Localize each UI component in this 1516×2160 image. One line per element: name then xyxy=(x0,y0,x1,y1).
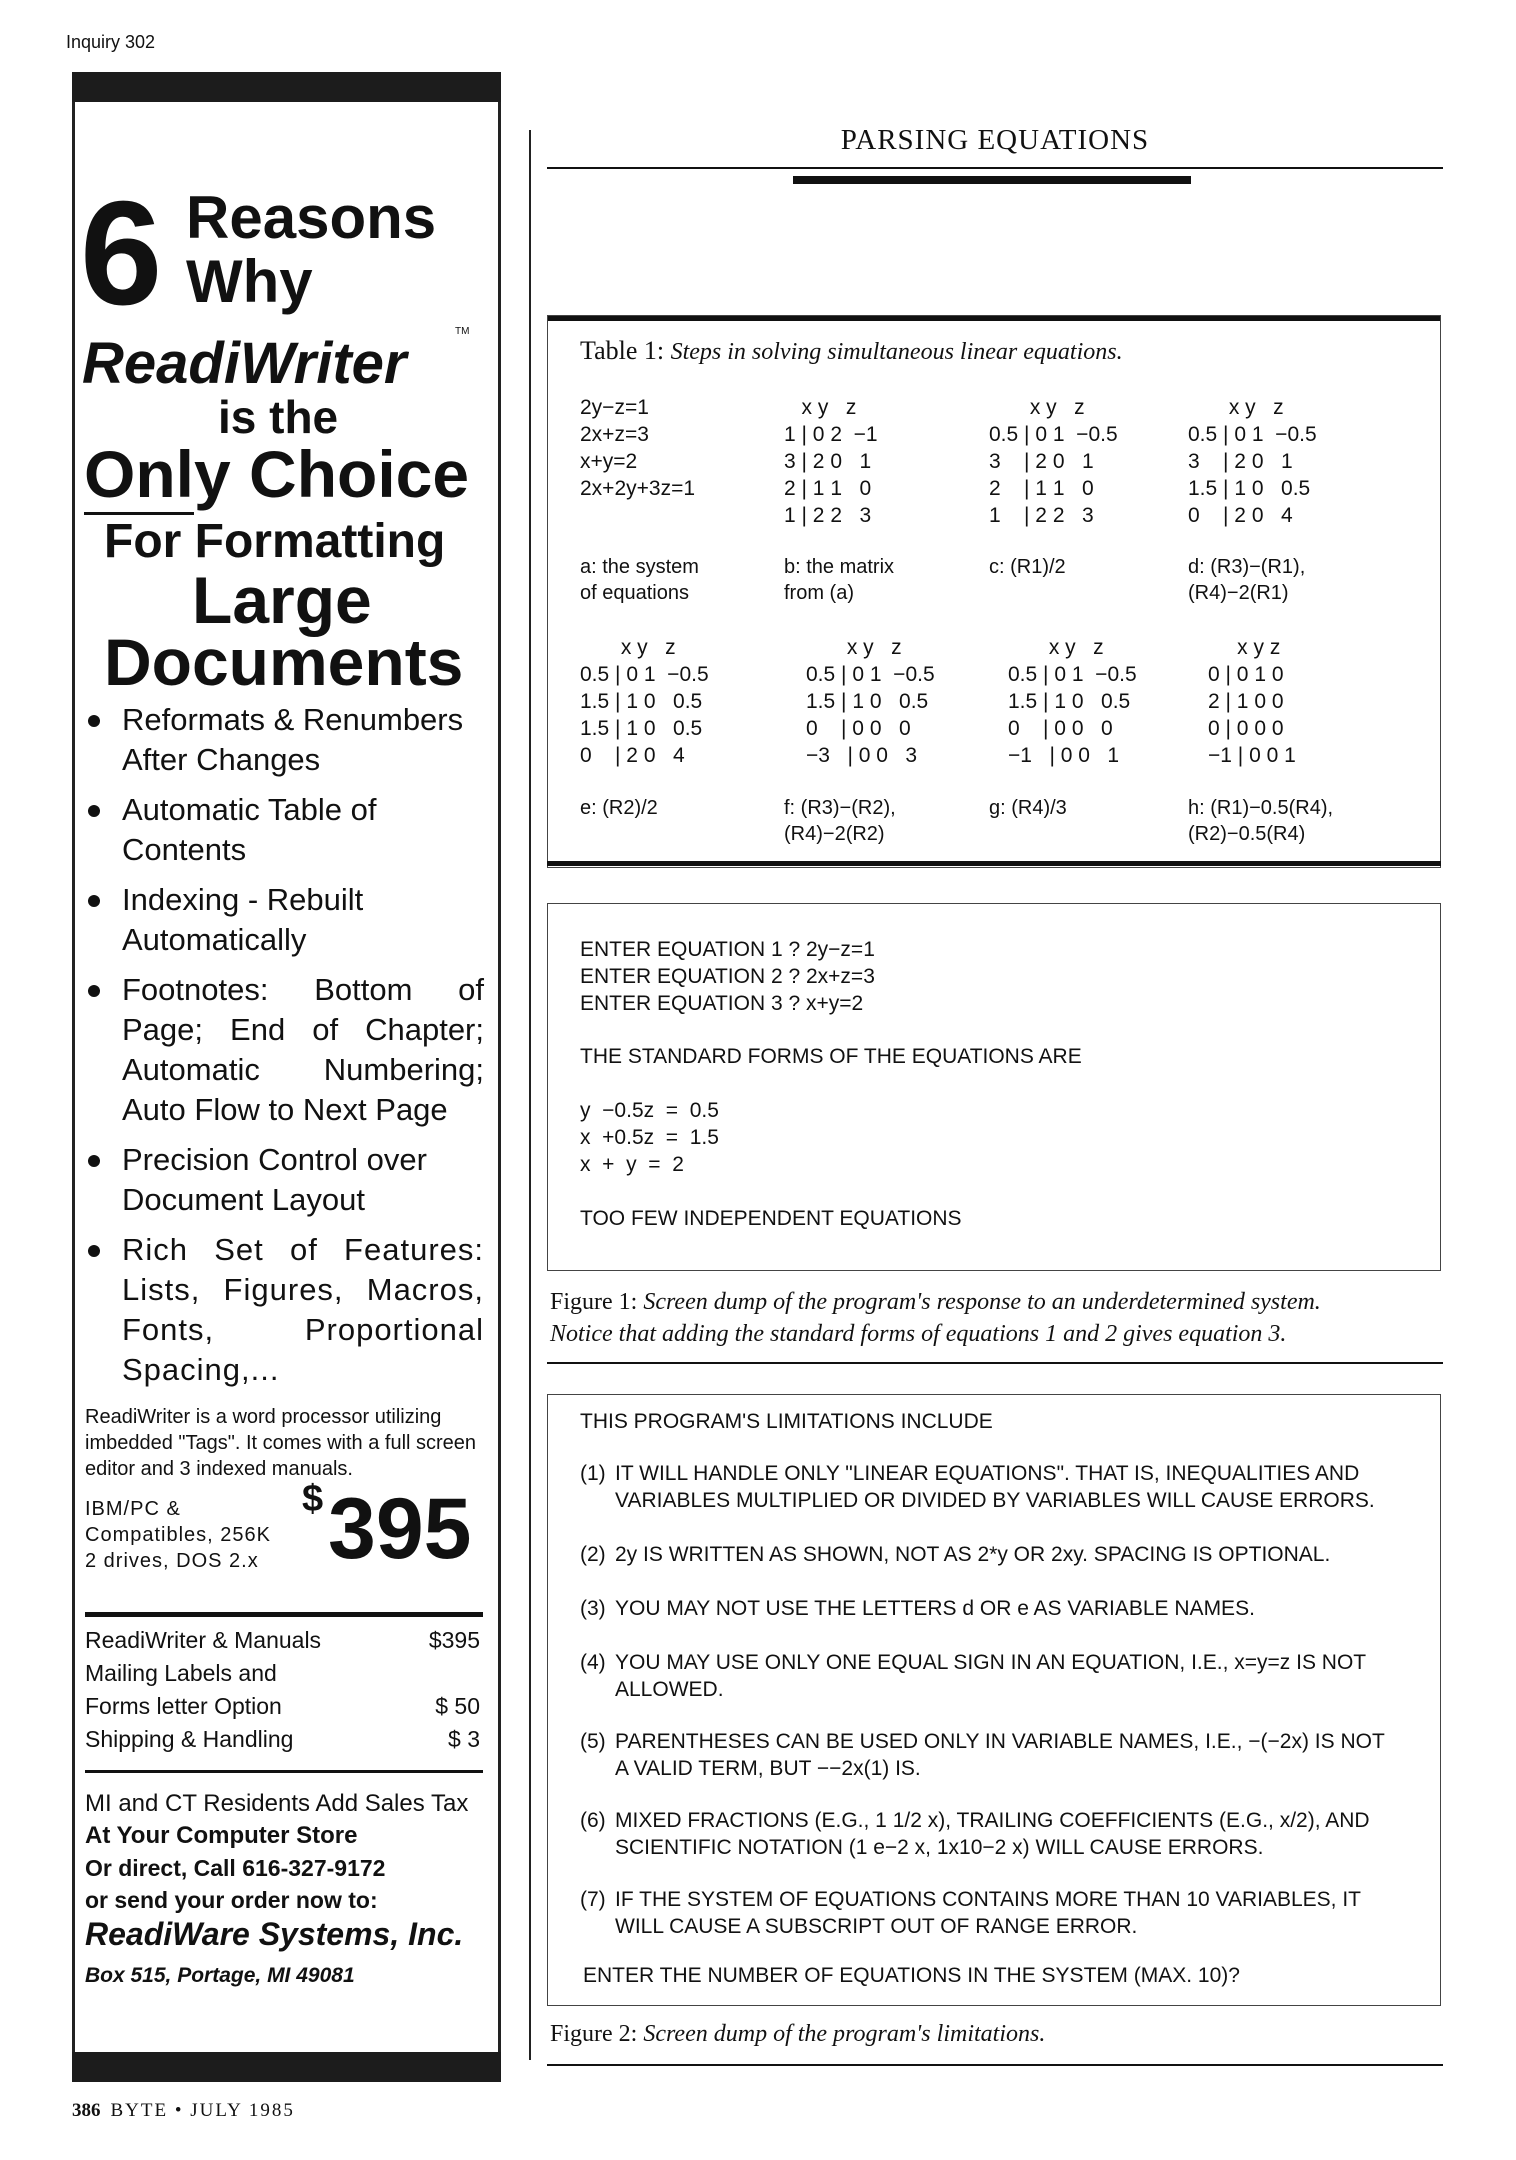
feature-item: Indexing - Rebuilt Automatically xyxy=(84,880,484,960)
screen-line: ENTER EQUATION 3 ? x+y=2 xyxy=(580,992,864,1015)
figure-2-rule xyxy=(547,2064,1443,2066)
price-value: 395 xyxy=(328,1481,472,1577)
screen-line: x +0.5z = 1.5 xyxy=(580,1126,719,1149)
tax-note: MI and CT Residents Add Sales Tax xyxy=(85,1790,469,1817)
figure-1-rule xyxy=(547,1362,1443,1364)
price-row: Mailing Labels and xyxy=(85,1660,277,1686)
ad-number: 6 xyxy=(80,171,163,336)
limitation-item: (4) YOU MAY USE ONLY ONE EQUAL SIGN IN AN EQUATION, I.E., x=y=z IS NOT ALLOWED. xyxy=(580,1651,1366,1701)
ad-headline xyxy=(186,186,436,314)
large-text: Large xyxy=(192,563,372,637)
panel-label-h: h: (R1)−0.5(R4), (R2)−0.5(R4) xyxy=(1188,797,1334,845)
feature-item: Footnotes: Bottom of Page; End of Chapter; Automatic Numbering; Auto Flow to Next Page xyxy=(84,970,484,1130)
headline-line1: Reasons xyxy=(186,184,437,251)
documents-text: Documents xyxy=(104,625,464,699)
panel-label-e: e: (R2)/2 xyxy=(580,797,658,819)
feature-item: Rich Set of Features: Lists, Figures, Macros, Fonts, Proportional Spacing,... xyxy=(84,1230,484,1390)
matrix-panel-c: x y z 0.5 | 0 1 −0.5 3 | 2 0 1 2 | 1 1 0 1 | 2 2 3 xyxy=(989,396,1118,527)
limitation-item: (5) PARENTHESES CAN BE USED ONLY IN VARIABLE NAMES, I.E., −(−2x) IS NOT A VALID TERM, BUT −−2x(1) IS. xyxy=(580,1730,1385,1780)
limitation-item: (3) YOU MAY NOT USE THE LETTERS d OR e AS VARIABLE NAMES. xyxy=(580,1597,1255,1620)
limitation-item: (7) IF THE SYSTEM OF EQUATIONS CONTAINS MORE THAN 10 VARIABLES, IT WILL CAUSE A SUBSCRIPT OUT OF RANGE ERROR. xyxy=(580,1888,1361,1938)
screen-line: ENTER EQUATION 2 ? 2x+z=3 xyxy=(580,965,875,988)
screen-line: y −0.5z = 0.5 xyxy=(580,1099,719,1122)
is-the-text: is the xyxy=(218,391,339,443)
for-formatting-text: For Formatting xyxy=(104,515,446,568)
matrix-panel-e: x y z 0.5 | 0 1 −0.5 1.5 | 1 0 0.5 1.5 | 1 0 0.5 0 | 2 0 4 xyxy=(580,636,709,767)
company-address: Box 515, Portage, MI 49081 xyxy=(85,1964,355,1987)
feature-item: Automatic Table of Contents xyxy=(84,790,484,870)
store-text: At Your Computer Store xyxy=(85,1822,358,1849)
limitation-item: (2) 2y IS WRITTEN AS SHOWN, NOT AS 2*y OR 2xy. SPACING IS OPTIONAL. xyxy=(580,1543,1331,1566)
limitation-item: (1) IT WILL HANDLE ONLY "LINEAR EQUATIONS". THAT IS, INEQUALITIES AND VARIABLES MULTIPLIED OR DIVIDED BY VARIABLES WILL CAUSE ERRORS. xyxy=(580,1462,1375,1512)
direct-phone: Or direct, Call 616-327-9172 xyxy=(85,1855,386,1881)
page-number: 386 xyxy=(72,2100,101,2121)
screen-line: THE STANDARD FORMS OF THE EQUATIONS ARE xyxy=(580,1045,1082,1068)
panel-label-c: c: (R1)/2 xyxy=(989,556,1066,578)
panel-label-d: d: (R3)−(R1), (R4)−2(R1) xyxy=(1188,556,1306,604)
table-caption: Table 1: Steps in solving simultaneous linear equations. xyxy=(580,336,1123,365)
equation-count-prompt: ENTER THE NUMBER OF EQUATIONS IN THE SYSTEM (MAX. 10)? xyxy=(583,1964,1240,1987)
ad-top-bar xyxy=(72,72,501,102)
screen-line: x + y = 2 xyxy=(580,1153,684,1176)
table-bottom-bar xyxy=(547,861,1441,866)
order-info xyxy=(85,1788,485,1916)
feature-item: Precision Control over Document Layout xyxy=(84,1140,484,1220)
product-description: ReadiWriter is a word processor utilizing imbedded "Tags". It comes with a full screen editor and 3 indexed manuals. xyxy=(85,1406,477,1480)
figure-2-caption: Figure 2: Screen dump of the program's limitations. xyxy=(550,2021,1046,2047)
headline-line2: Why xyxy=(186,248,313,315)
matrix-panel-d: x y z 0.5 | 0 1 −0.5 3 | 2 0 1 1.5 | 1 0 0.5 0 | 2 0 4 xyxy=(1188,396,1317,527)
panel-label-a: a: the system of equations xyxy=(580,556,699,604)
panel-label-g: g: (R4)/3 xyxy=(989,797,1067,819)
matrix-panel-h: x y z 0 | 0 1 0 2 | 1 0 0 0 | 0 0 0 −1 | 0 0 1 xyxy=(1208,636,1296,767)
article-title: PARSING EQUATIONS xyxy=(840,124,1150,156)
feature-list xyxy=(84,700,484,1400)
order-text: or send your order now to: xyxy=(85,1887,378,1913)
matrix-panel-f: x y z 0.5 | 0 1 −0.5 1.5 | 1 0 0.5 0 | 0 0 0 −3 | 0 0 3 xyxy=(806,636,935,767)
price-symbol: $ xyxy=(302,1478,324,1520)
feature-item: Reformats & Renumbers After Changes xyxy=(84,700,484,780)
matrix-panel-g: x y z 0.5 | 0 1 −0.5 1.5 | 1 0 0.5 0 | 0 0 0 −1 | 0 0 1 xyxy=(1008,636,1137,767)
price-row: ReadiWriter & Manuals $395 xyxy=(85,1627,480,1653)
price-row: Shipping & Handling $ 3 xyxy=(85,1726,480,1752)
limitations-heading: THIS PROGRAM'S LIMITATIONS INCLUDE xyxy=(580,1410,993,1433)
magazine-issue: BYTE • JULY 1985 xyxy=(110,2100,295,2121)
page-footer xyxy=(72,2100,295,2122)
price-rule-bottom xyxy=(85,1770,483,1773)
price-rule-top xyxy=(85,1612,483,1617)
system-requirements: IBM/PC & Compatibles, 256K 2 drives, DOS 2.x xyxy=(85,1498,271,1572)
screen-line: ENTER EQUATION 1 ? 2y−z=1 xyxy=(580,938,875,961)
panel-label-b: b: the matrix from (a) xyxy=(784,556,895,604)
panel-label-f: f: (R3)−(R2), (R4)−2(R2) xyxy=(784,797,896,845)
company-name: ReadiWare Systems, Inc. xyxy=(85,1916,464,1952)
title-rule xyxy=(547,167,1443,169)
matrix-panel-a: 2y−z=1 2x+z=3 x+y=2 2x+2y+3z=1 xyxy=(580,396,696,500)
only-choice-text: Only Choice xyxy=(84,437,470,511)
trademark-mark: TM xyxy=(455,326,470,337)
price-row: Forms letter Option $ 50 xyxy=(85,1693,480,1719)
figure-1-caption: Figure 1: Screen dump of the program's response to an underdetermined system. Notice that adding the standard forms of equations 1 and 2 gives equation 3. xyxy=(550,1289,1321,1347)
column-divider xyxy=(529,130,531,2060)
title-bar xyxy=(793,176,1191,184)
screen-line: TOO FEW INDEPENDENT EQUATIONS xyxy=(580,1207,962,1230)
price-list xyxy=(85,1624,480,1756)
inquiry-number: Inquiry 302 xyxy=(66,32,156,52)
ad-bottom-bar xyxy=(72,2052,501,2082)
limitation-item: (6) MIXED FRACTIONS (E.G., 1 1/2 x), TRAILING COEFFICIENTS (E.G., x/2), AND SCIENTIFIC NOTATION (1 e−2 x, 1x10−2 x) WILL CAUSE ERRORS. xyxy=(580,1809,1370,1859)
product-name: ReadiWriter xyxy=(82,331,407,396)
matrix-panel-b: x y z 1 | 0 2 −1 3 | 2 0 1 2 | 1 1 0 1 | 2 2 3 xyxy=(784,396,878,527)
